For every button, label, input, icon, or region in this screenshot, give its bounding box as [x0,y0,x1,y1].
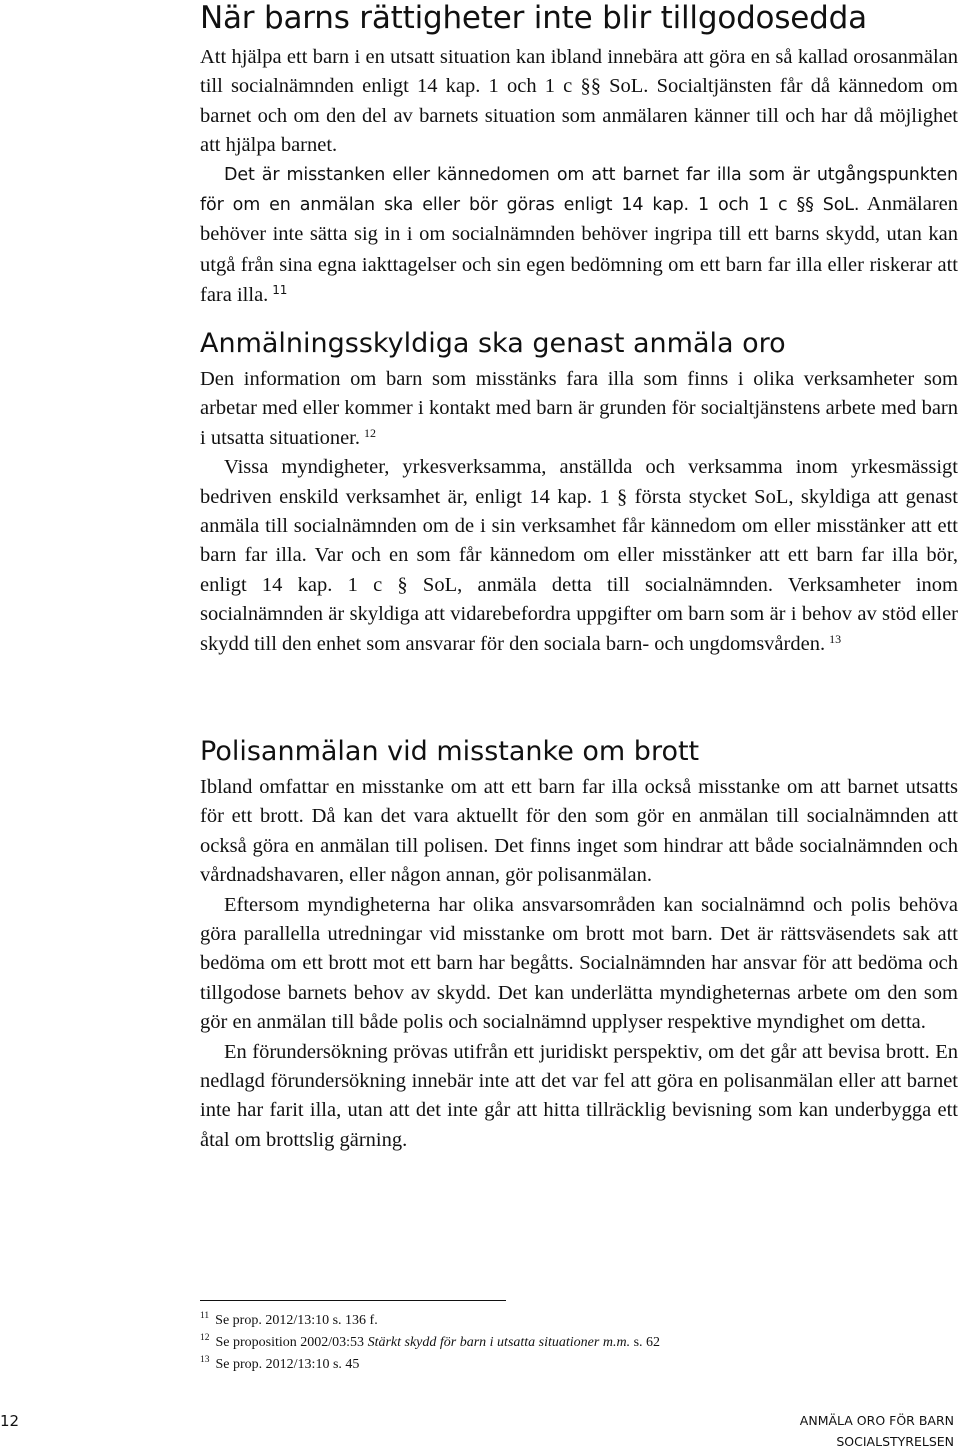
footnote-13 [200,1354,760,1376]
publisher-name: SOCIALSTYRELSEN [836,1434,954,1449]
police-paragraph-2: Eftersom myndigheterna har olika ansvarsområden kan socialnämnd och polis behöva göra parallella utredningar vid misstanke om brott mot barn. Det är rättsväsendets sak att bedöma om ett brott mot ett barn har begåtts. Socialnämnden har ansvar för att bedöma och tillgodose barnets behov av skydd. Det kan underlätta myndigheternas arbete om den som gör en anmälan till både polis och socialnämnd upplyser respektive myndighet om detta. [200,893,958,1034]
obligation-paragraph-2 [200,453,958,659]
page-title: När barns rättigheter inte blir tillgodosedda [200,0,867,36]
section-police [200,735,958,1155]
footnote-number: 12 [200,1333,210,1343]
footnote-text: Se proposition 2002/03:53 [215,1335,368,1350]
footnote-text: Se prop. 2012/13:10 s. 45 [215,1357,360,1372]
intro-paragraph-2-continued: Anmälaren behöver inte sätta sig in i om socialnämnden behöver ingripa till ett barns skydd, utan kan utgå från sina egna iakttagelser och sin egen bedömning om ett barn far illa eller riskerar att fara illa. [200,193,958,307]
section-heading-police: Polisanmälan vid misstanke om brott [200,736,700,767]
footnote-11 [200,1310,760,1332]
footnote-12 [200,1332,760,1354]
obligation-paragraph-1 [200,365,958,453]
footnotes [200,1300,760,1376]
footnote-page: s. 62 [630,1335,661,1350]
obligation-paragraph-1-text: Den information om barn som misstänks fara illa som finns i olika verksamheter som arbetar med eller kommer i kontakt med barn är grunden för socialtjänstens arbete med barn i utsatta situationer. [200,368,958,449]
footnote-number: 13 [200,1355,210,1365]
intro-paragraph: Att hjälpa ett barn i en utsatt situation kan ibland innebära att göra en så kallad orosanmälan till socialnämnden enligt 14 kap. 1 och 1 c §§ SoL. Socialtjänsten får då kännedom om barnet och om den del av barnets situation som anmälaren känner till och har då möjlighet att hjälpa barnet. [200,46,958,157]
publication-title: ANMÄLA ORO FÖR BARN [799,1413,954,1428]
intro-paragraph-2 [200,161,958,312]
footnote-cited-title: Stärkt skydd för barn i utsatta situationer m.m. [367,1335,631,1350]
footnote-number: 11 [200,1311,210,1321]
section-obligation [200,327,958,659]
footnote-ref-11[interactable]: 11 [272,283,288,298]
intro-paragraph-2-text: Det är misstanken eller kännedomen om att barnet far illa som är utgångspunkten för om en anmälan ska eller bör göras enligt 14 kap. 1 och 1 c §§ SoL. [200,164,958,216]
footnote-text: Se prop. 2012/13:10 s. 136 f. [215,1313,378,1328]
section-intro [200,43,958,312]
footnote-divider [200,1300,506,1301]
obligation-paragraph-2-text: Vissa myndigheter, yrkesverksamma, anställda och verksamma inom yrkesmässigt bedriven enskild verksamhet är, enligt 14 kap. 1 § första stycket SoL, skyldiga att genast anmäla till socialnämnden om de i sin verksamhet får kännedom om eller misstänker att ett barn far illa. Var och en som får kännedom om eller misstänker att ett barn far illa bör, enligt 14 kap. 1 c § SoL, anmäla detta till socialnämnden. Verksamheter inom socialnämnden är skyldiga att vidarebefordra uppgifter om barn som är i behov av stöd eller skydd till den enhet som ansvarar för den sociala barn- och ungdomsvården. [200,456,958,655]
police-paragraph-3: En förundersökning prövas utifrån ett juridiskt perspektiv, om det går att bevisa brott. En nedlagd förundersökning innebär inte att det var fel att göra en polisanmälan eller att barnet inte har farit illa, utan att det inte går att hitta tillräcklig bevisning som kan underbygga ett åtal om brottslig gärning. [200,1040,958,1151]
section-heading-obligation: Anmälningsskyldiga ska genast anmäla oro [200,328,786,359]
police-paragraph-1: Ibland omfattar en misstanke om att ett barn far illa också misstanke om att barnet utsatts för ett brott. Då kan det vara aktuellt för den som gör en anmälan till socialnämnden att också göra en anmälan till polisen. Det finns inget som hindrar att både socialnämnden och vårdnadshavaren, eller någon annan, gör polisanmälan. [200,776,958,887]
footnote-ref-12[interactable]: 12 [364,425,376,440]
page-number: 12 [0,1412,20,1430]
footnote-ref-13[interactable]: 13 [829,631,842,646]
